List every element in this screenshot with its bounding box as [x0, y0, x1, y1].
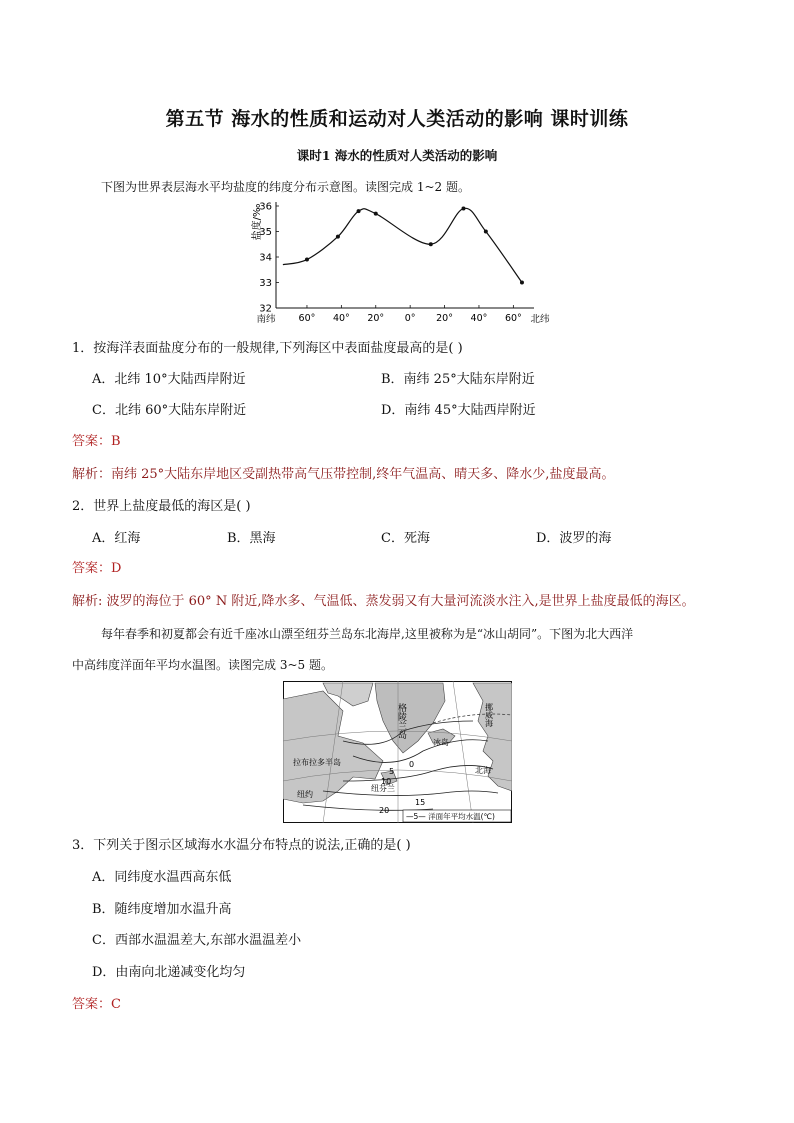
map-label-iceland: 冰岛 [433, 738, 449, 747]
q3-option-d: D．由南向北递减变化均匀 [92, 965, 246, 980]
q1-option-b: B．南纬 25°大陆东岸附近 [381, 372, 535, 387]
q3-stem: 3．下列关于图示区域海水水温分布特点的说法,正确的是( ) [72, 838, 411, 853]
map-label-greenland: 格陵兰岛 [396, 703, 406, 739]
map-label-norway-sea: 挪威海 [484, 703, 494, 727]
data-point [336, 235, 340, 239]
data-point [461, 207, 465, 211]
q2-option-c: C．死海 [381, 531, 430, 546]
y-tick-label: 34 [259, 252, 272, 264]
q2-explanation: 解析: 波罗的海位于 60° N 附近,降水多、气温低、蒸发弱又有大量河流淡水注入,是世界上盐度最低的海区。 [72, 594, 695, 609]
q1-option-c: C．北纬 60°大陆东岸附近 [92, 403, 247, 418]
q3-option-b: B．随纬度增加水温升高 [92, 902, 232, 917]
x-tick-label: 0° [404, 313, 416, 324]
y-tick-label: 33 [259, 278, 272, 289]
isotherm-label-20: 20 [379, 806, 390, 815]
isotherm-label-15: 15 [415, 798, 426, 807]
data-point [305, 258, 309, 262]
salinity-chart [244, 196, 554, 332]
q2-answer: 答案：D [72, 561, 122, 576]
north-atlantic-water-temperature-map [283, 681, 512, 823]
y-tick-label: 36 [259, 201, 272, 213]
data-point [374, 212, 378, 216]
x-tick-label: 40° [470, 313, 488, 324]
q2-option-b: B．黑海 [227, 531, 276, 546]
map-label-newfoundland: 纽芬兰 [371, 784, 395, 793]
q1-explanation: 解析：南纬 25°大陆东岸地区受副热带高气压带控制,终年气温高、晴天多、降水少,盐度最高。 [72, 467, 615, 482]
salinity-curve [283, 208, 522, 282]
x-right-label: 北纬 [530, 314, 550, 325]
q2-stem: 2．世界上盐度最低的海区是( ) [72, 499, 251, 514]
intro-1: 下图为世界表层海水平均盐度的纬度分布示意图。读图完成 1~2 题。 [101, 180, 470, 194]
data-point [429, 242, 433, 246]
q3-option-a: A．同纬度水温西高东低 [92, 870, 232, 885]
q3-option-c: C．西部水温温差大,东部水温温差小 [92, 933, 302, 948]
map-label-labrador: 拉布拉多半岛 [293, 758, 341, 767]
data-point [484, 230, 488, 234]
q1-option-a: A．北纬 10°大陆西岸附近 [92, 372, 246, 387]
intro-2-line-2: 中高纬度洋面年平均水温图。读图完成 3~5 题。 [72, 658, 333, 672]
q1-stem: 1．按海洋表面盐度分布的一般规律,下列海区中表面盐度最高的是( ) [72, 341, 463, 356]
map-label-new-york: 纽约 [297, 790, 313, 799]
lesson-subtitle: 课时1 海水的性质对人类活动的影响 [296, 148, 498, 163]
isotherm-label-5: 5 [389, 767, 395, 776]
data-point [520, 281, 524, 285]
map-label-north-sea: 北海 [475, 766, 491, 775]
q1-answer: 答案：B [72, 434, 121, 449]
q2-option-a: A．红海 [92, 531, 141, 546]
y-tick-label: 35 [259, 227, 272, 238]
intro-2-line-1: 每年春季和初夏都会有近千座冰山漂至纽芬兰岛东北海岸,这里被称为是“冰山胡同”。下图为北大西洋 [101, 627, 634, 641]
map-legend: —5— 洋面年平均水温(℃) [406, 812, 495, 821]
x-tick-label: 20° [367, 313, 385, 324]
page-title: 第五节 海水的性质和运动对人类活动的影响 课时训练 [165, 108, 629, 130]
x-tick-label: 20° [436, 313, 453, 324]
q1-option-d: D．南纬 45°大陆西岸附近 [381, 403, 536, 418]
y-axis-label: 盐度/‰ [252, 203, 263, 241]
q2-option-d: D．波罗的海 [536, 531, 612, 546]
isotherm-label-0: 0 [409, 760, 415, 769]
q3-answer: 答案：C [72, 997, 121, 1012]
x-tick-label: 60° [298, 313, 316, 324]
x-tick-label: 40° [332, 313, 350, 324]
y-tick-label: 32 [259, 303, 272, 315]
data-point [357, 209, 361, 213]
isotherm-label-10: 10 [381, 777, 392, 786]
x-left-label: 南纬 [256, 314, 276, 325]
x-tick-label: 60° [504, 313, 522, 324]
